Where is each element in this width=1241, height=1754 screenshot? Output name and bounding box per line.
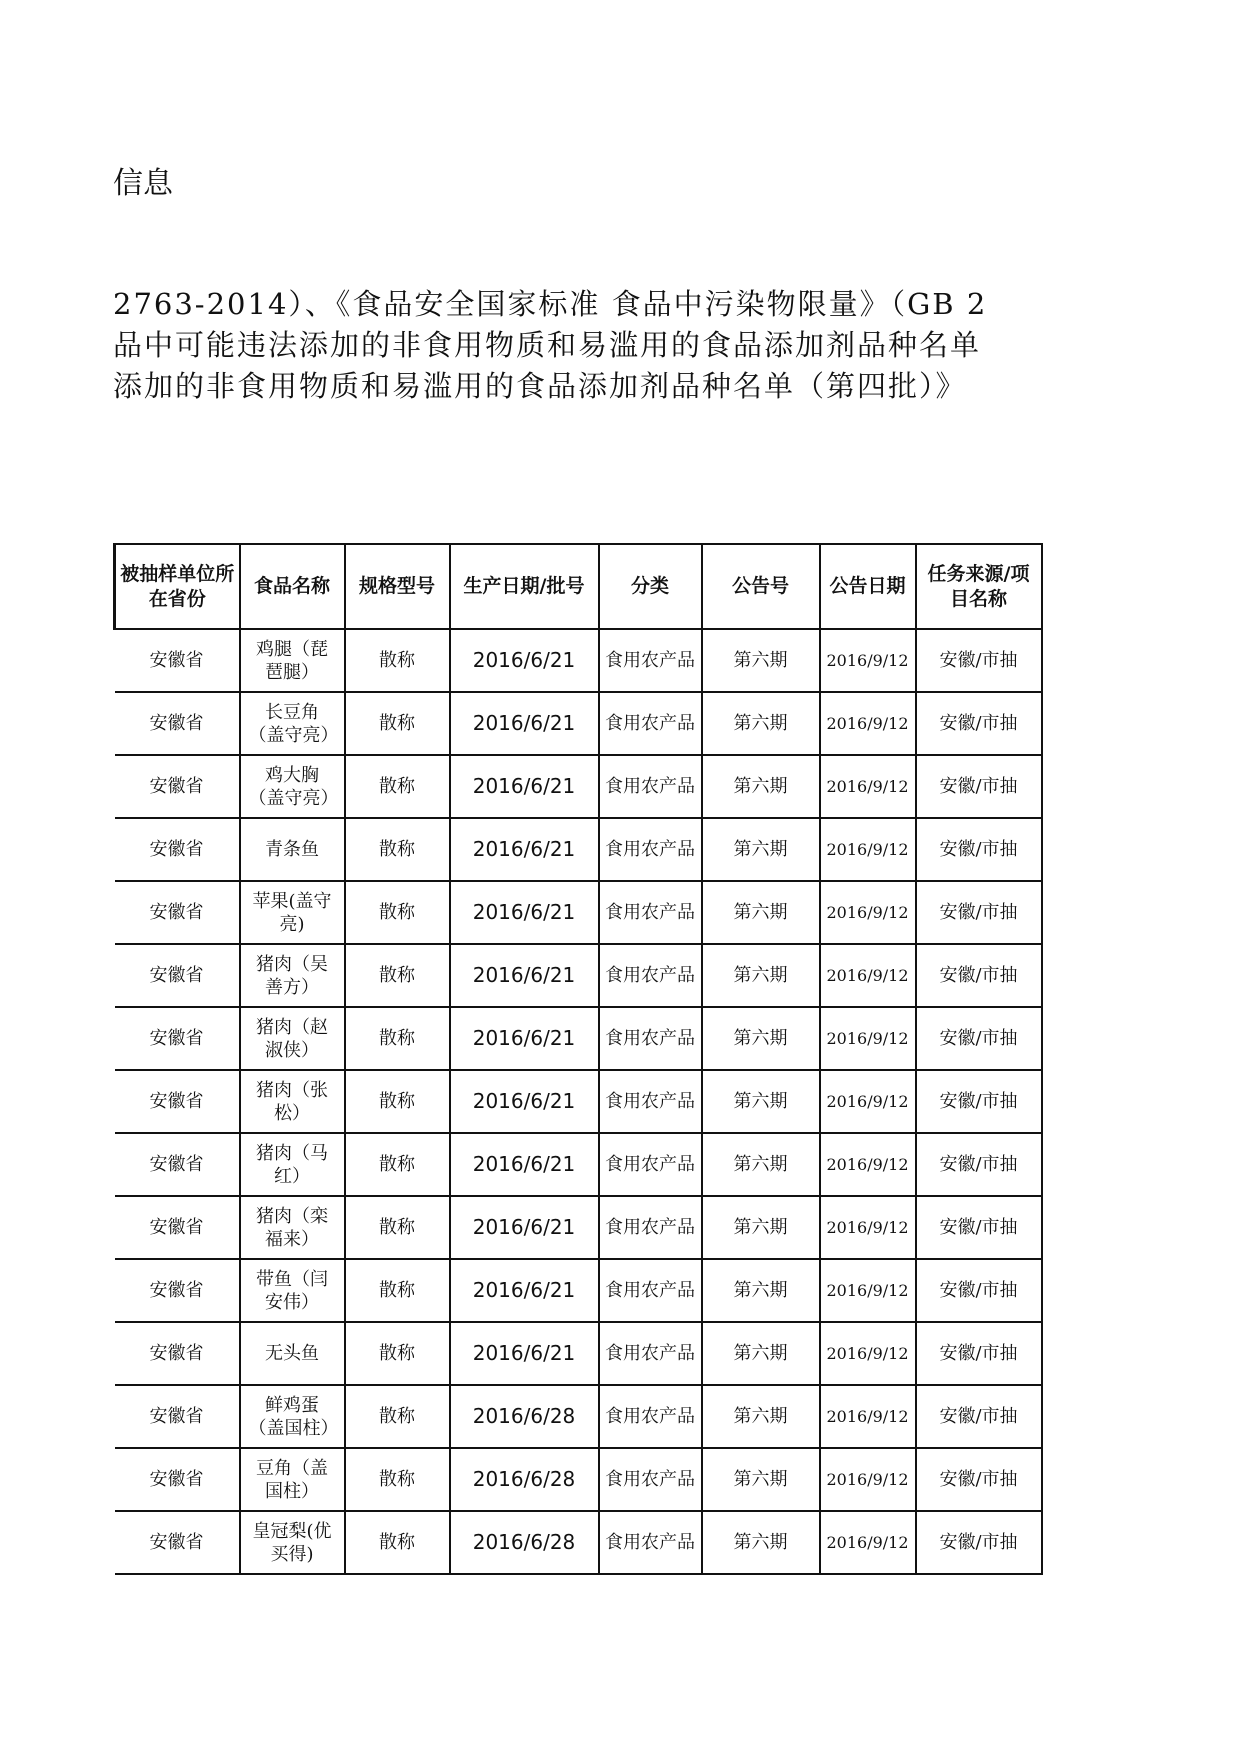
cell-food-name: 长豆角（盖守亮） bbox=[240, 692, 345, 755]
cell-food-name: 无头鱼 bbox=[240, 1322, 345, 1385]
cell-task-source: 安徽/市抽 bbox=[916, 881, 1042, 944]
cell-task-source: 安徽/市抽 bbox=[916, 1511, 1042, 1574]
cell-food-name: 鲜鸡蛋（盖国柱） bbox=[240, 1385, 345, 1448]
cell-announcement-date: 2016/9/12 bbox=[820, 944, 916, 1007]
document-title-fragment: 信息 bbox=[113, 166, 173, 201]
cell-announcement-date: 2016/9/12 bbox=[820, 818, 916, 881]
cell-task-source: 安徽/市抽 bbox=[916, 1007, 1042, 1070]
cell-announcement-no: 第六期 bbox=[702, 1133, 820, 1196]
cell-announcement-no: 第六期 bbox=[702, 1322, 820, 1385]
cell-announcement-no: 第六期 bbox=[702, 1007, 820, 1070]
cell-announcement-date: 2016/9/12 bbox=[820, 1133, 916, 1196]
cell-announcement-no: 第六期 bbox=[702, 1070, 820, 1133]
cell-production-date: 2016/6/21 bbox=[450, 755, 599, 818]
table-row bbox=[115, 1070, 1042, 1133]
sampling-results-table bbox=[113, 543, 1043, 1575]
paragraph-line-1: 2763-2014）、《食品安全国家标准 食品中污染物限量》（GB 2 bbox=[113, 287, 988, 321]
cell-spec: 散称 bbox=[345, 1133, 450, 1196]
cell-province: 安徽省 bbox=[115, 1448, 240, 1511]
cell-food-name: 皇冠梨(优买得) bbox=[240, 1511, 345, 1574]
cell-food-name: 青条鱼 bbox=[240, 818, 345, 881]
cell-province: 安徽省 bbox=[115, 1007, 240, 1070]
cell-province: 安徽省 bbox=[115, 1196, 240, 1259]
cell-food-name: 苹果(盖守亮) bbox=[240, 881, 345, 944]
cell-task-source: 安徽/市抽 bbox=[916, 1259, 1042, 1322]
cell-task-source: 安徽/市抽 bbox=[916, 629, 1042, 692]
cell-announcement-date: 2016/9/12 bbox=[820, 1007, 916, 1070]
table-row bbox=[115, 629, 1042, 692]
cell-announcement-date: 2016/9/12 bbox=[820, 1448, 916, 1511]
cell-production-date: 2016/6/21 bbox=[450, 1133, 599, 1196]
cell-food-name: 豆角（盖国柱） bbox=[240, 1448, 345, 1511]
cell-announcement-no: 第六期 bbox=[702, 1511, 820, 1574]
cell-announcement-date: 2016/9/12 bbox=[820, 755, 916, 818]
cell-category: 食用农产品 bbox=[599, 1322, 702, 1385]
cell-spec: 散称 bbox=[345, 692, 450, 755]
table-row bbox=[115, 1385, 1042, 1448]
cell-spec: 散称 bbox=[345, 629, 450, 692]
cell-announcement-date: 2016/9/12 bbox=[820, 1259, 916, 1322]
table-body bbox=[115, 629, 1042, 1574]
cell-category: 食用农产品 bbox=[599, 1196, 702, 1259]
cell-announcement-date: 2016/9/12 bbox=[820, 1511, 916, 1574]
cell-production-date: 2016/6/21 bbox=[450, 944, 599, 1007]
cell-announcement-no: 第六期 bbox=[702, 1448, 820, 1511]
cell-province: 安徽省 bbox=[115, 1070, 240, 1133]
cell-category: 食用农产品 bbox=[599, 1448, 702, 1511]
header-production-date: 生产日期/批号 bbox=[450, 544, 599, 629]
table-row bbox=[115, 1448, 1042, 1511]
table-row bbox=[115, 818, 1042, 881]
cell-production-date: 2016/6/21 bbox=[450, 1259, 599, 1322]
cell-production-date: 2016/6/28 bbox=[450, 1448, 599, 1511]
table-row bbox=[115, 1322, 1042, 1385]
table-header-row bbox=[115, 544, 1042, 629]
cell-food-name: 猪肉（张松） bbox=[240, 1070, 345, 1133]
cell-task-source: 安徽/市抽 bbox=[916, 1322, 1042, 1385]
table-row bbox=[115, 1511, 1042, 1574]
header-category: 分类 bbox=[599, 544, 702, 629]
cell-category: 食用农产品 bbox=[599, 1511, 702, 1574]
header-announcement-no: 公告号 bbox=[702, 544, 820, 629]
cell-production-date: 2016/6/28 bbox=[450, 1385, 599, 1448]
cell-task-source: 安徽/市抽 bbox=[916, 1133, 1042, 1196]
cell-category: 食用农产品 bbox=[599, 755, 702, 818]
cell-task-source: 安徽/市抽 bbox=[916, 1385, 1042, 1448]
table-row bbox=[115, 1007, 1042, 1070]
cell-category: 食用农产品 bbox=[599, 944, 702, 1007]
cell-announcement-date: 2016/9/12 bbox=[820, 881, 916, 944]
cell-announcement-date: 2016/9/12 bbox=[820, 1385, 916, 1448]
cell-category: 食用农产品 bbox=[599, 629, 702, 692]
cell-category: 食用农产品 bbox=[599, 1259, 702, 1322]
cell-announcement-date: 2016/9/12 bbox=[820, 1196, 916, 1259]
cell-production-date: 2016/6/21 bbox=[450, 1007, 599, 1070]
cell-announcement-no: 第六期 bbox=[702, 944, 820, 1007]
cell-food-name: 鸡大胸（盖守亮） bbox=[240, 755, 345, 818]
header-announcement-date: 公告日期 bbox=[820, 544, 916, 629]
cell-category: 食用农产品 bbox=[599, 818, 702, 881]
paragraph-line-2: 品中可能违法添加的非食用物质和易滥用的食品添加剂品种名单 bbox=[113, 328, 982, 362]
cell-announcement-no: 第六期 bbox=[702, 755, 820, 818]
cell-province: 安徽省 bbox=[115, 1385, 240, 1448]
cell-province: 安徽省 bbox=[115, 1133, 240, 1196]
cell-announcement-no: 第六期 bbox=[702, 629, 820, 692]
header-province: 被抽样单位所在省份 bbox=[115, 544, 240, 629]
cell-task-source: 安徽/市抽 bbox=[916, 1070, 1042, 1133]
cell-announcement-no: 第六期 bbox=[702, 692, 820, 755]
table-row bbox=[115, 1196, 1042, 1259]
header-spec: 规格型号 bbox=[345, 544, 450, 629]
cell-spec: 散称 bbox=[345, 1511, 450, 1574]
cell-spec: 散称 bbox=[345, 1196, 450, 1259]
cell-category: 食用农产品 bbox=[599, 1070, 702, 1133]
cell-province: 安徽省 bbox=[115, 755, 240, 818]
cell-spec: 散称 bbox=[345, 881, 450, 944]
table-row bbox=[115, 1259, 1042, 1322]
cell-spec: 散称 bbox=[345, 818, 450, 881]
cell-announcement-no: 第六期 bbox=[702, 1196, 820, 1259]
cell-spec: 散称 bbox=[345, 1007, 450, 1070]
cell-announcement-no: 第六期 bbox=[702, 818, 820, 881]
cell-production-date: 2016/6/21 bbox=[450, 818, 599, 881]
cell-province: 安徽省 bbox=[115, 1259, 240, 1322]
table-row bbox=[115, 1133, 1042, 1196]
cell-food-name: 猪肉（赵淑侠） bbox=[240, 1007, 345, 1070]
cell-task-source: 安徽/市抽 bbox=[916, 755, 1042, 818]
cell-province: 安徽省 bbox=[115, 629, 240, 692]
cell-announcement-no: 第六期 bbox=[702, 1385, 820, 1448]
cell-announcement-no: 第六期 bbox=[702, 1259, 820, 1322]
cell-announcement-date: 2016/9/12 bbox=[820, 1322, 916, 1385]
header-task-source: 任务来源/项目名称 bbox=[916, 544, 1042, 629]
cell-spec: 散称 bbox=[345, 1448, 450, 1511]
cell-food-name: 猪肉（栾福来） bbox=[240, 1196, 345, 1259]
cell-task-source: 安徽/市抽 bbox=[916, 1196, 1042, 1259]
cell-category: 食用农产品 bbox=[599, 1385, 702, 1448]
cell-production-date: 2016/6/21 bbox=[450, 1070, 599, 1133]
cell-announcement-date: 2016/9/12 bbox=[820, 1070, 916, 1133]
cell-province: 安徽省 bbox=[115, 944, 240, 1007]
cell-spec: 散称 bbox=[345, 1259, 450, 1322]
cell-spec: 散称 bbox=[345, 755, 450, 818]
cell-production-date: 2016/6/21 bbox=[450, 692, 599, 755]
cell-announcement-date: 2016/9/12 bbox=[820, 692, 916, 755]
cell-production-date: 2016/6/21 bbox=[450, 1196, 599, 1259]
table-row bbox=[115, 755, 1042, 818]
cell-food-name: 鸡腿（琵琶腿） bbox=[240, 629, 345, 692]
cell-spec: 散称 bbox=[345, 1070, 450, 1133]
cell-production-date: 2016/6/28 bbox=[450, 1511, 599, 1574]
cell-production-date: 2016/6/21 bbox=[450, 1322, 599, 1385]
cell-announcement-date: 2016/9/12 bbox=[820, 629, 916, 692]
cell-category: 食用农产品 bbox=[599, 1133, 702, 1196]
cell-province: 安徽省 bbox=[115, 1511, 240, 1574]
header-food-name: 食品名称 bbox=[240, 544, 345, 629]
cell-production-date: 2016/6/21 bbox=[450, 881, 599, 944]
table-row bbox=[115, 881, 1042, 944]
cell-announcement-no: 第六期 bbox=[702, 881, 820, 944]
table-row bbox=[115, 944, 1042, 1007]
cell-task-source: 安徽/市抽 bbox=[916, 818, 1042, 881]
cell-province: 安徽省 bbox=[115, 692, 240, 755]
cell-task-source: 安徽/市抽 bbox=[916, 944, 1042, 1007]
cell-province: 安徽省 bbox=[115, 818, 240, 881]
cell-food-name: 带鱼（闫安伟） bbox=[240, 1259, 345, 1322]
cell-food-name: 猪肉（马红） bbox=[240, 1133, 345, 1196]
cell-category: 食用农产品 bbox=[599, 881, 702, 944]
cell-task-source: 安徽/市抽 bbox=[916, 692, 1042, 755]
cell-spec: 散称 bbox=[345, 1322, 450, 1385]
cell-spec: 散称 bbox=[345, 944, 450, 1007]
cell-category: 食用农产品 bbox=[599, 692, 702, 755]
cell-province: 安徽省 bbox=[115, 881, 240, 944]
cell-production-date: 2016/6/21 bbox=[450, 629, 599, 692]
cell-spec: 散称 bbox=[345, 1385, 450, 1448]
cell-province: 安徽省 bbox=[115, 1322, 240, 1385]
cell-food-name: 猪肉（吴善方） bbox=[240, 944, 345, 1007]
cell-category: 食用农产品 bbox=[599, 1007, 702, 1070]
table-row bbox=[115, 692, 1042, 755]
cell-task-source: 安徽/市抽 bbox=[916, 1448, 1042, 1511]
paragraph-line-3: 添加的非食用物质和易滥用的食品添加剂品种名单（第四批）》 bbox=[113, 369, 967, 403]
